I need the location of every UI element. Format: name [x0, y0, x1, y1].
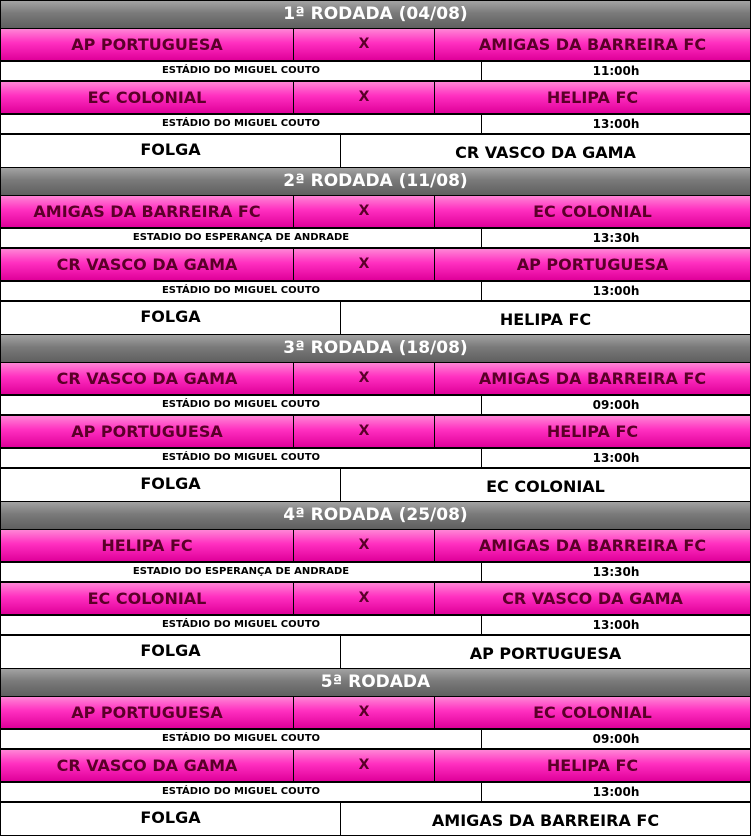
kickoff-time: 09:00h: [481, 395, 751, 415]
bye-team: HELIPA FC: [340, 301, 751, 335]
kickoff-time: 13:00h: [481, 114, 751, 134]
stadium-name: ESTÁDIO DO MIGUEL COUTO: [0, 729, 482, 749]
home-team: CR VASCO DA GAMA: [0, 749, 294, 782]
match-row: [0, 529, 751, 582]
match-row: [0, 81, 751, 134]
match-row: [0, 696, 751, 749]
away-team: AMIGAS DA BARREIRA FC: [434, 362, 751, 395]
match-row: [0, 749, 751, 802]
bye-team: CR VASCO DA GAMA: [340, 134, 751, 168]
bye-row: [0, 468, 751, 502]
kickoff-time: 13:30h: [481, 228, 751, 248]
bye-team: EC COLONIAL: [340, 468, 751, 502]
stadium-name: ESTÁDIO DO MIGUEL COUTO: [0, 782, 482, 802]
away-team: CR VASCO DA GAMA: [434, 582, 751, 615]
kickoff-time: 13:30h: [481, 562, 751, 582]
stadium-name: ESTÁDIO DO MIGUEL COUTO: [0, 61, 482, 81]
kickoff-time: 11:00h: [481, 61, 751, 81]
versus-marker: X: [293, 362, 435, 395]
away-team: AMIGAS DA BARREIRA FC: [434, 529, 751, 562]
away-team: HELIPA FC: [434, 749, 751, 782]
match-row: [0, 415, 751, 468]
home-team: EC COLONIAL: [0, 582, 294, 615]
away-team: AP PORTUGUESA: [434, 248, 751, 281]
bye-label: FOLGA: [0, 134, 341, 168]
kickoff-time: 13:00h: [481, 615, 751, 635]
round-header: 5ª RODADA: [0, 668, 751, 697]
versus-marker: X: [293, 582, 435, 615]
kickoff-time: 13:00h: [481, 782, 751, 802]
home-team: AP PORTUGUESA: [0, 28, 294, 61]
bye-team: AP PORTUGUESA: [340, 635, 751, 669]
round-header: 1ª RODADA (04/08): [0, 0, 751, 29]
versus-marker: X: [293, 195, 435, 228]
stadium-name: ESTADIO DO ESPERANÇA DE ANDRADE: [0, 562, 482, 582]
round-header: 2ª RODADA (11/08): [0, 167, 751, 196]
stadium-name: ESTÁDIO DO MIGUEL COUTO: [0, 114, 482, 134]
bye-row: [0, 301, 751, 335]
versus-marker: X: [293, 28, 435, 61]
bye-row: [0, 802, 751, 836]
versus-marker: X: [293, 529, 435, 562]
home-team: AP PORTUGUESA: [0, 696, 294, 729]
match-row: [0, 195, 751, 248]
away-team: HELIPA FC: [434, 415, 751, 448]
away-team: HELIPA FC: [434, 81, 751, 114]
match-row: [0, 362, 751, 415]
versus-marker: X: [293, 749, 435, 782]
home-team: CR VASCO DA GAMA: [0, 248, 294, 281]
bye-label: FOLGA: [0, 635, 341, 669]
away-team: EC COLONIAL: [434, 696, 751, 729]
versus-marker: X: [293, 696, 435, 729]
home-team: AMIGAS DA BARREIRA FC: [0, 195, 294, 228]
stadium-name: ESTÁDIO DO MIGUEL COUTO: [0, 281, 482, 301]
versus-marker: X: [293, 415, 435, 448]
kickoff-time: 09:00h: [481, 729, 751, 749]
stadium-name: ESTÁDIO DO MIGUEL COUTO: [0, 615, 482, 635]
match-row: [0, 582, 751, 635]
bye-label: FOLGA: [0, 802, 341, 836]
stadium-name: ESTÁDIO DO MIGUEL COUTO: [0, 448, 482, 468]
kickoff-time: 13:00h: [481, 448, 751, 468]
versus-marker: X: [293, 248, 435, 281]
versus-marker: X: [293, 81, 435, 114]
bye-label: FOLGA: [0, 301, 341, 335]
home-team: CR VASCO DA GAMA: [0, 362, 294, 395]
away-team: EC COLONIAL: [434, 195, 751, 228]
bye-row: [0, 635, 751, 669]
stadium-name: ESTÁDIO DO MIGUEL COUTO: [0, 395, 482, 415]
away-team: AMIGAS DA BARREIRA FC: [434, 28, 751, 61]
bye-team: AMIGAS DA BARREIRA FC: [340, 802, 751, 836]
home-team: HELIPA FC: [0, 529, 294, 562]
match-row: [0, 28, 751, 81]
match-row: [0, 248, 751, 301]
home-team: EC COLONIAL: [0, 81, 294, 114]
kickoff-time: 13:00h: [481, 281, 751, 301]
bye-row: [0, 134, 751, 168]
round-header: 3ª RODADA (18/08): [0, 334, 751, 363]
round-header: 4ª RODADA (25/08): [0, 501, 751, 530]
home-team: AP PORTUGUESA: [0, 415, 294, 448]
stadium-name: ESTADIO DO ESPERANÇA DE ANDRADE: [0, 228, 482, 248]
bye-label: FOLGA: [0, 468, 341, 502]
